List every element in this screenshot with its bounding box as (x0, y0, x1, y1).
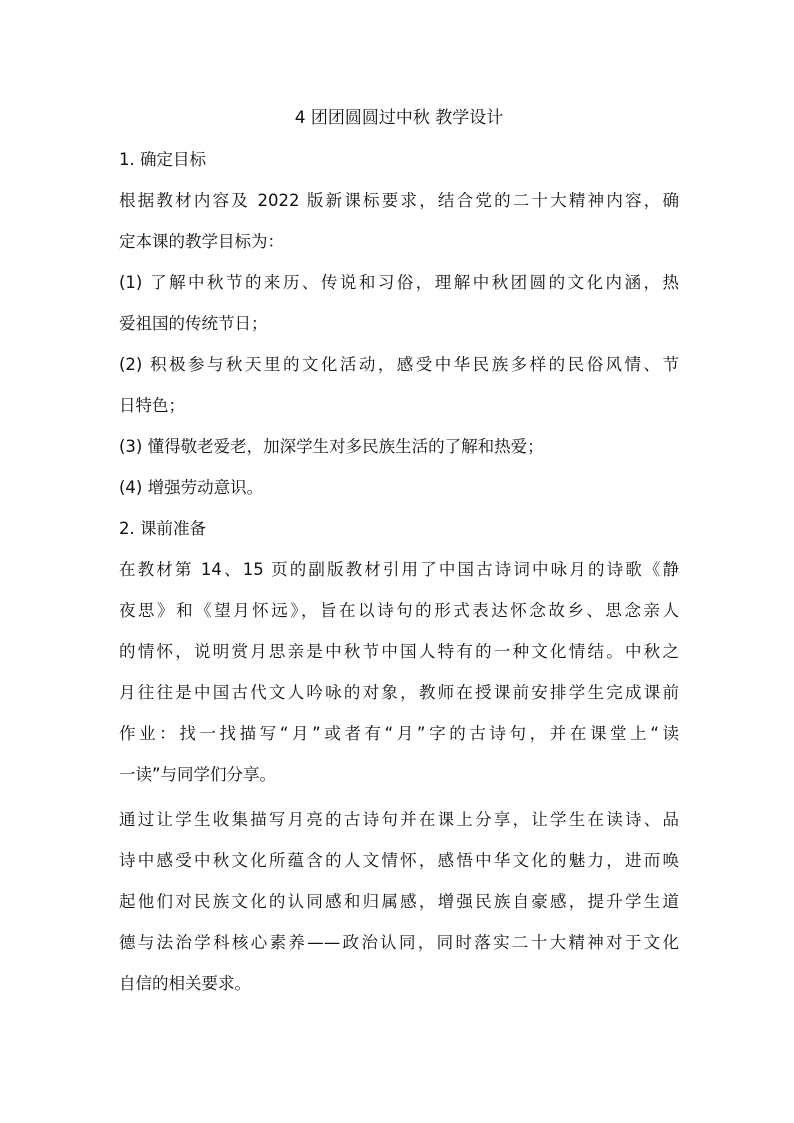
paragraph-line: 的情怀，说明赏月思亲是中秋节中国人特有的一种文化情结。中秋之 (119, 642, 679, 661)
paragraph-line: 一读”与同学们分享。 (119, 765, 277, 784)
paragraph-line: 德与法治学科核心素养——政治认同，同时落实二十大精神对于文化 (119, 933, 679, 952)
goal-item-line: (4) 增强劳动意识。 (119, 478, 264, 497)
paragraph-line: 夜思》和《望月怀远》，旨在以诗句的形式表达怀念故乡、思念亲人 (119, 601, 679, 620)
paragraph-line: 月往往是中国古代文人吟咏的对象，教师在授课前安排学生完成课前 (119, 683, 679, 702)
paragraph-line: 通过让学生收集描写月亮的古诗句并在课上分享，让学生在读诗、品 (119, 810, 679, 829)
document-title: 4 团团圆圆过中秋 教学设计 (294, 108, 504, 128)
goal-item-line: 日特色； (119, 396, 185, 415)
paragraph-line: 根据教材内容及 2022 版新课标要求，结合党的二十大精神内容，确 (119, 191, 679, 210)
paragraph-line: 作业：找一找描写“月”或者有“月”字的古诗句，并在课堂上“读 (119, 724, 679, 743)
section-heading-goals: 1. 确定目标 (119, 150, 206, 169)
paragraph-line: 诗中感受中秋文化所蕴含的人文情怀，感悟中华文化的魅力，进而唤 (119, 851, 679, 870)
section-heading-preparation: 2. 课前准备 (119, 519, 206, 538)
paragraph-line: 在教材第 14、15 页的副版教材引用了中国古诗词中咏月的诗歌《静 (119, 560, 679, 579)
goal-item-line: (1) 了解中秋节的来历、传说和习俗，理解中秋团圆的文化内涵，热 (119, 273, 679, 292)
paragraph-line: 起他们对民族文化的认同感和归属感，增强民族自豪感，提升学生道 (119, 892, 679, 911)
goal-item-line: (3) 懂得敬老爱老，加深学生对多民族生活的了解和热爱； (119, 437, 544, 456)
paragraph-line: 自信的相关要求。 (119, 974, 251, 993)
paragraph-line: 定本课的教学目标为： (119, 232, 284, 251)
goal-item-line: 爱祖国的传统节日； (119, 314, 268, 333)
goal-item-line: (2) 积极参与秋天里的文化活动，感受中华民族多样的民俗风情、节 (119, 355, 679, 374)
